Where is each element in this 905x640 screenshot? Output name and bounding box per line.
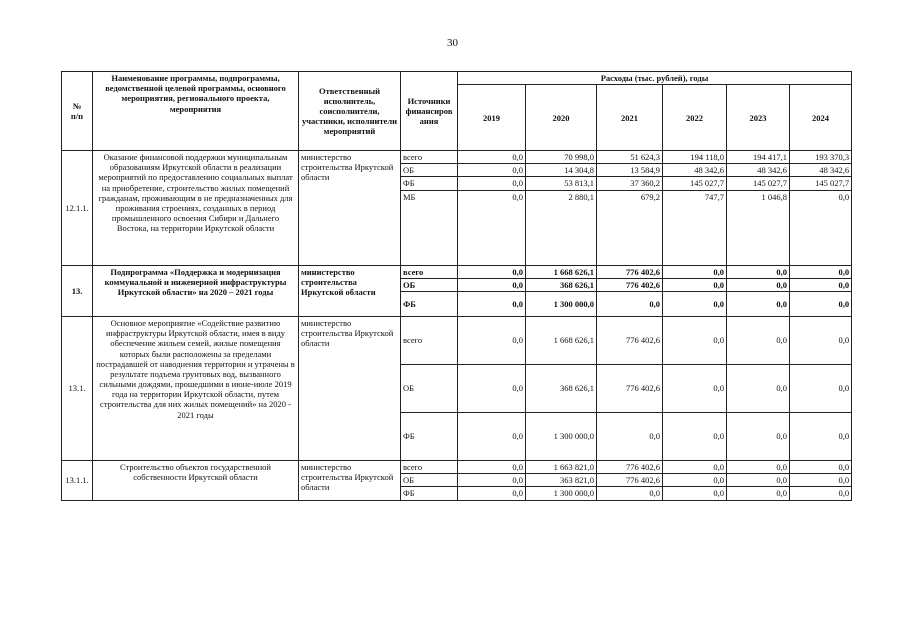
- header-sources: Источники финансиров ания: [401, 72, 458, 151]
- value-cell: 145 027,7: [790, 177, 852, 190]
- value-cell: 0,0: [790, 291, 852, 316]
- value-cell: 145 027,7: [663, 177, 727, 190]
- source-label: ОБ: [401, 164, 458, 177]
- row-name: Подпрограмма «Поддержка и модернизация коммунальной и инженерной инфраструктуры Иркутской области» на 2020 – 2021 годы: [93, 265, 299, 316]
- value-cell: 0,0: [790, 265, 852, 278]
- source-label: ОБ: [401, 278, 458, 291]
- value-cell: 776 402,6: [597, 474, 663, 487]
- source-label: всего: [401, 316, 458, 364]
- value-cell: 0,0: [727, 316, 790, 364]
- row-number: 13.1.1.: [62, 460, 93, 500]
- value-cell: 0,0: [790, 487, 852, 500]
- value-cell: 0,0: [458, 278, 526, 291]
- value-cell: 1 663 821,0: [526, 460, 597, 473]
- source-label: ФБ: [401, 412, 458, 460]
- value-cell: 0,0: [458, 164, 526, 177]
- value-cell: 53 813,1: [526, 177, 597, 190]
- table-row: [62, 265, 852, 278]
- value-cell: 0,0: [663, 316, 727, 364]
- value-cell: 0,0: [663, 487, 727, 500]
- value-cell: 145 027,7: [727, 177, 790, 190]
- source-label: ФБ: [401, 291, 458, 316]
- value-cell: 1 046,8: [727, 190, 790, 265]
- value-cell: 776 402,6: [597, 364, 663, 412]
- value-cell: 13 584,9: [597, 164, 663, 177]
- source-label: ФБ: [401, 177, 458, 190]
- row-number: 13.: [62, 265, 93, 316]
- value-cell: 1 300 000,0: [526, 412, 597, 460]
- header-year: 2022: [663, 85, 727, 151]
- value-cell: 0,0: [727, 364, 790, 412]
- value-cell: 0,0: [663, 278, 727, 291]
- header-expenses: Расходы (тыс. рублей), годы: [458, 72, 852, 85]
- source-label: МБ: [401, 190, 458, 265]
- value-cell: 0,0: [597, 291, 663, 316]
- value-cell: 2 880,1: [526, 190, 597, 265]
- row-executor: министерство строительства Иркутской области: [299, 265, 401, 316]
- value-cell: 1 668 626,1: [526, 265, 597, 278]
- value-cell: 0,0: [458, 190, 526, 265]
- value-cell: 0,0: [663, 474, 727, 487]
- source-label: всего: [401, 151, 458, 164]
- header-year: 2019: [458, 85, 526, 151]
- header-num: № п/п: [62, 72, 93, 151]
- value-cell: 0,0: [790, 190, 852, 265]
- value-cell: 0,0: [458, 474, 526, 487]
- value-cell: 0,0: [790, 364, 852, 412]
- value-cell: 0,0: [663, 412, 727, 460]
- value-cell: 0,0: [790, 474, 852, 487]
- value-cell: 1 300 000,0: [526, 487, 597, 500]
- value-cell: 368 626,1: [526, 364, 597, 412]
- value-cell: 194 417,1: [727, 151, 790, 164]
- value-cell: 0,0: [458, 487, 526, 500]
- value-cell: 776 402,6: [597, 460, 663, 473]
- source-label: ФБ: [401, 487, 458, 500]
- value-cell: 0,0: [727, 291, 790, 316]
- value-cell: 0,0: [597, 412, 663, 460]
- value-cell: 0,0: [727, 487, 790, 500]
- value-cell: 48 342,6: [790, 164, 852, 177]
- header-executor: Ответственный исполнитель, соисполнители, участники, исполнители мероприятий: [299, 72, 401, 151]
- row-number: 12.1.1.: [62, 151, 93, 266]
- header-year: 2021: [597, 85, 663, 151]
- value-cell: 0,0: [458, 291, 526, 316]
- header-row: [62, 72, 852, 85]
- row-executor: министерство строительства Иркутской области: [299, 151, 401, 266]
- table-row: [62, 316, 852, 364]
- value-cell: 0,0: [597, 487, 663, 500]
- value-cell: 0,0: [790, 278, 852, 291]
- source-label: ОБ: [401, 474, 458, 487]
- table-row: [62, 151, 852, 164]
- value-cell: 0,0: [458, 316, 526, 364]
- value-cell: 48 342,6: [663, 164, 727, 177]
- value-cell: 0,0: [727, 265, 790, 278]
- value-cell: 37 360,2: [597, 177, 663, 190]
- value-cell: 0,0: [727, 460, 790, 473]
- value-cell: 0,0: [663, 460, 727, 473]
- value-cell: 776 402,6: [597, 278, 663, 291]
- value-cell: 70 998,0: [526, 151, 597, 164]
- value-cell: 0,0: [790, 412, 852, 460]
- table-row: [62, 460, 852, 473]
- expenditure-table: [61, 71, 852, 501]
- value-cell: 776 402,6: [597, 265, 663, 278]
- value-cell: 48 342,6: [727, 164, 790, 177]
- page-number: 30: [447, 37, 458, 49]
- value-cell: 0,0: [663, 364, 727, 412]
- value-cell: 1 668 626,1: [526, 316, 597, 364]
- value-cell: 194 118,0: [663, 151, 727, 164]
- value-cell: 0,0: [458, 177, 526, 190]
- value-cell: 0,0: [663, 291, 727, 316]
- value-cell: 0,0: [458, 412, 526, 460]
- value-cell: 0,0: [790, 460, 852, 473]
- header-year: 2020: [526, 85, 597, 151]
- row-name: Основное мероприятие «Содействие развитию инфраструктуры Иркутской области, имея в виду обеспечение жильем семей, жилые помещения которых были расположены за пределами пострадавшей от наводнения территории и утрачены в результате подъема грунтовых вод, вызванного сильными дождями, прошедшими в июне-июле 2019 года на территории Иркутской области, путем строительства для них жилых помещений» на 2020 - 2021 годы: [93, 316, 299, 460]
- value-cell: 368 626,1: [526, 278, 597, 291]
- source-label: всего: [401, 460, 458, 473]
- value-cell: 51 624,3: [597, 151, 663, 164]
- row-name: Строительство объектов государственной собственности Иркутской области: [93, 460, 299, 500]
- row-executor: министерство строительства Иркутской области: [299, 316, 401, 460]
- value-cell: 0,0: [727, 474, 790, 487]
- value-cell: 747,7: [663, 190, 727, 265]
- row-executor: министерство строительства Иркутской области: [299, 460, 401, 500]
- value-cell: 14 304,8: [526, 164, 597, 177]
- value-cell: 0,0: [663, 265, 727, 278]
- value-cell: 193 370,3: [790, 151, 852, 164]
- value-cell: 0,0: [790, 316, 852, 364]
- header-year: 2023: [727, 85, 790, 151]
- value-cell: 0,0: [727, 412, 790, 460]
- value-cell: 679,2: [597, 190, 663, 265]
- value-cell: 0,0: [458, 460, 526, 473]
- header-name: Наименование программы, подпрограммы, ведомственной целевой программы, основного мероприятия, регионального проекта, мероприятия: [93, 72, 299, 151]
- source-label: всего: [401, 265, 458, 278]
- value-cell: 0,0: [458, 265, 526, 278]
- value-cell: 0,0: [727, 278, 790, 291]
- row-number: 13.1.: [62, 316, 93, 460]
- value-cell: 0,0: [458, 151, 526, 164]
- value-cell: 1 300 000,0: [526, 291, 597, 316]
- value-cell: 776 402,6: [597, 316, 663, 364]
- row-name: Оказание финансовой поддержки муниципальным образованиям Иркутской области в реализации мероприятий по предоставлению социальных выплат на приобретение, строительство жилых помещений гражданам, проживающим в не предназначенных для проживания строениях, созданных в период промышленного освоения Сибири и Дальнего Востока, на территории Иркутской области: [93, 151, 299, 266]
- header-year: 2024: [790, 85, 852, 151]
- source-label: ОБ: [401, 364, 458, 412]
- value-cell: 363 821,0: [526, 474, 597, 487]
- value-cell: 0,0: [458, 364, 526, 412]
